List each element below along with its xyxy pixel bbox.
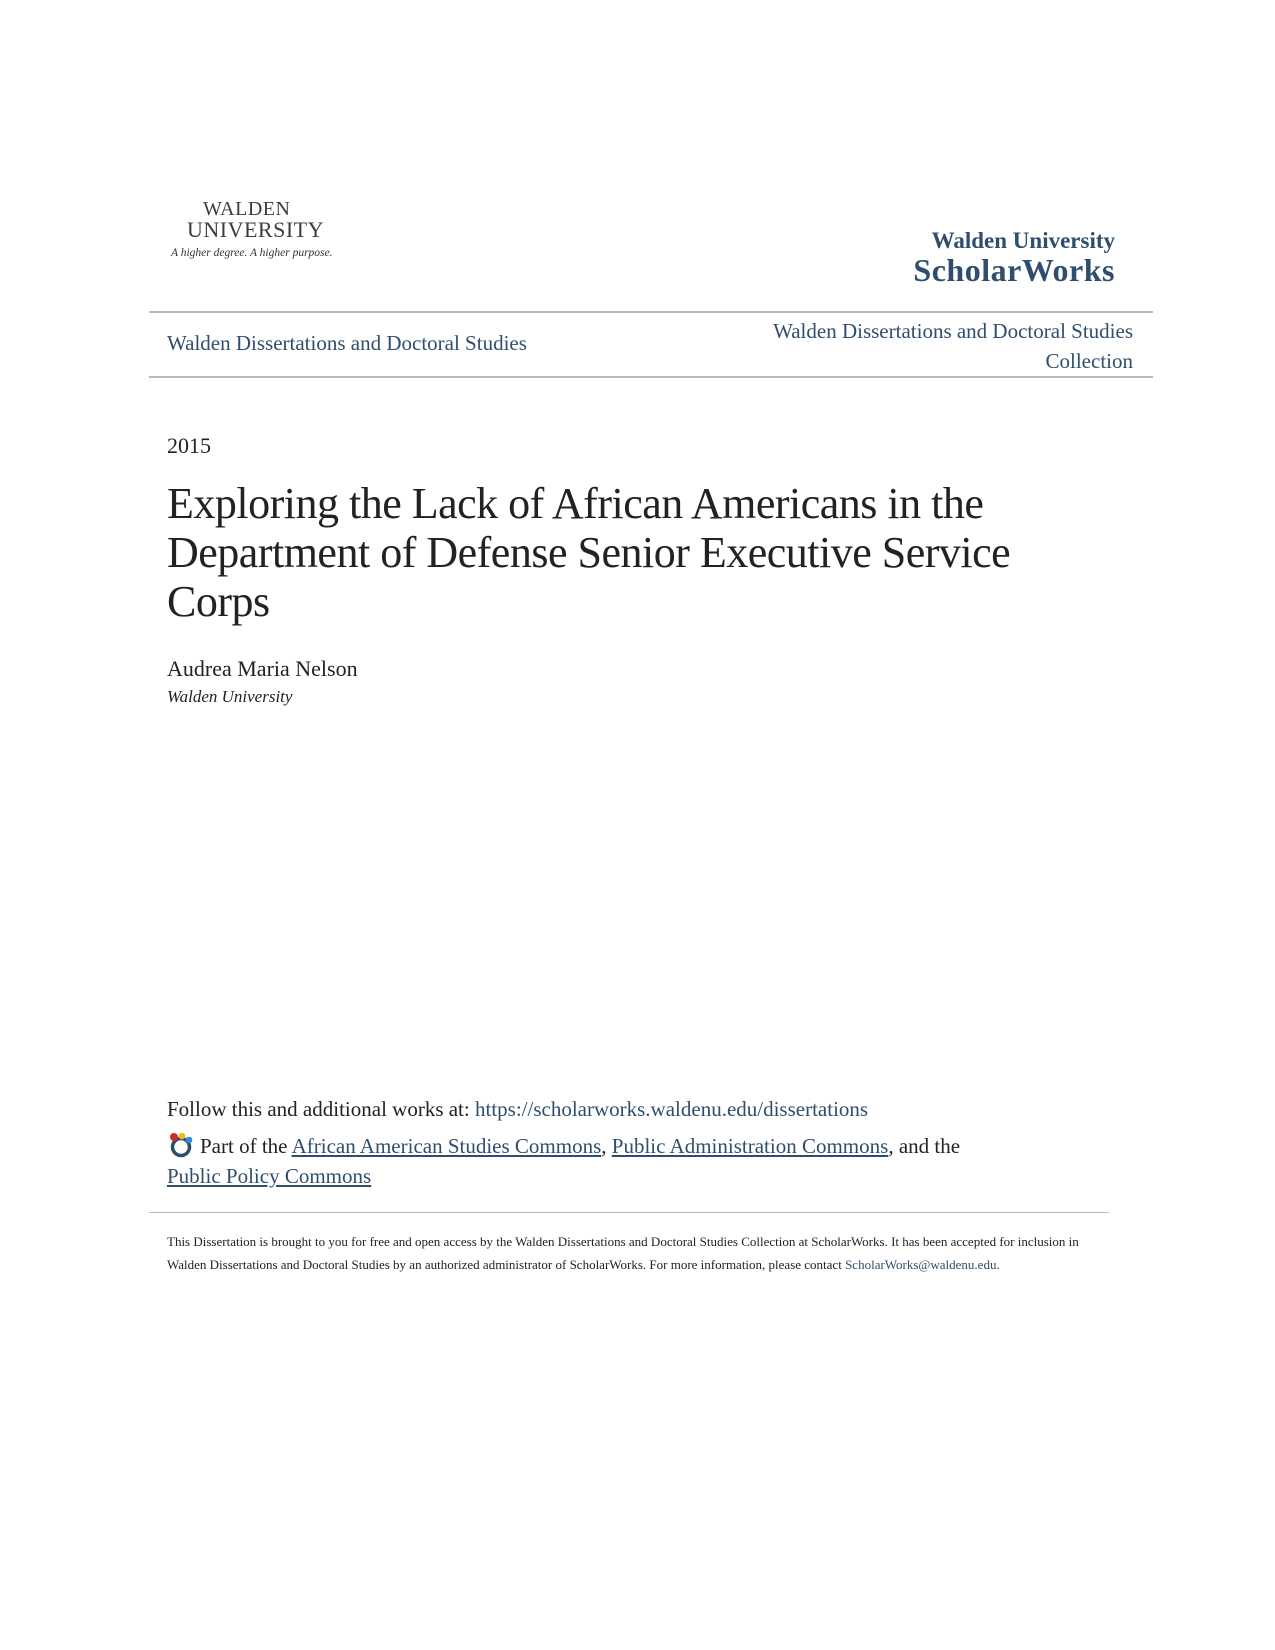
network-icon (167, 1132, 195, 1158)
paper-title: Exploring the Lack of African Americans in the Department of Defense Senior Executive Service Corps (167, 479, 1011, 626)
commons-link-public-administration[interactable]: Public Administration Commons (611, 1134, 889, 1158)
commons-link-public-policy[interactable]: Public Policy Commons (167, 1164, 372, 1188)
logo-wordmark-walden: WALDEN (203, 198, 291, 220)
collection-link-right[interactable]: Walden Dissertations and Doctoral Studies Collection (773, 319, 1133, 373)
brand-scholarworks: ScholarWorks (913, 252, 1115, 289)
header-rule-bottom (149, 376, 1153, 378)
follow-prefix: Follow this and additional works at: (167, 1097, 475, 1121)
dissertations-url-link[interactable]: https://scholarworks.waldenu.edu/dissertations (474, 1097, 869, 1121)
author-affiliation: Walden University (167, 687, 293, 706)
access-statement-text: This Dissertation is brought to you for free and open access by the Walden Dissertations and Doctoral Studies Collection at ScholarWorks. It has been accepted for inclusion in Walden Dissertations and Doctoral Studies by an authorized administrator of ScholarWorks. For more information, please contact (167, 1234, 1079, 1272)
follow-line (167, 1097, 868, 1122)
walden-university-logo (171, 198, 346, 268)
footer-rule (149, 1212, 1109, 1213)
access-statement (167, 1230, 1097, 1276)
scholarworks-brand[interactable] (913, 228, 1115, 288)
part-of-line (167, 1131, 1067, 1191)
part-of-separator: , (601, 1134, 612, 1158)
access-statement-end: . (996, 1257, 1000, 1272)
contact-email-link[interactable]: ScholarWorks@waldenu.edu (845, 1257, 997, 1272)
brand-university-name: Walden University (931, 228, 1115, 253)
logo-wordmark-university: UNIVERSITY (187, 217, 324, 242)
publication-year: 2015 (167, 433, 211, 458)
header-rule-top (149, 311, 1153, 313)
part-of-prefix: Part of the (200, 1134, 292, 1158)
commons-link-african-american-studies[interactable]: African American Studies Commons (291, 1134, 602, 1158)
author-name: Audrea Maria Nelson (167, 656, 358, 681)
collection-link-left[interactable]: Walden Dissertations and Doctoral Studies (167, 331, 527, 355)
logo-tagline: A higher degree. A higher purpose. (171, 247, 333, 259)
part-of-separator-and: , and the (888, 1134, 961, 1158)
